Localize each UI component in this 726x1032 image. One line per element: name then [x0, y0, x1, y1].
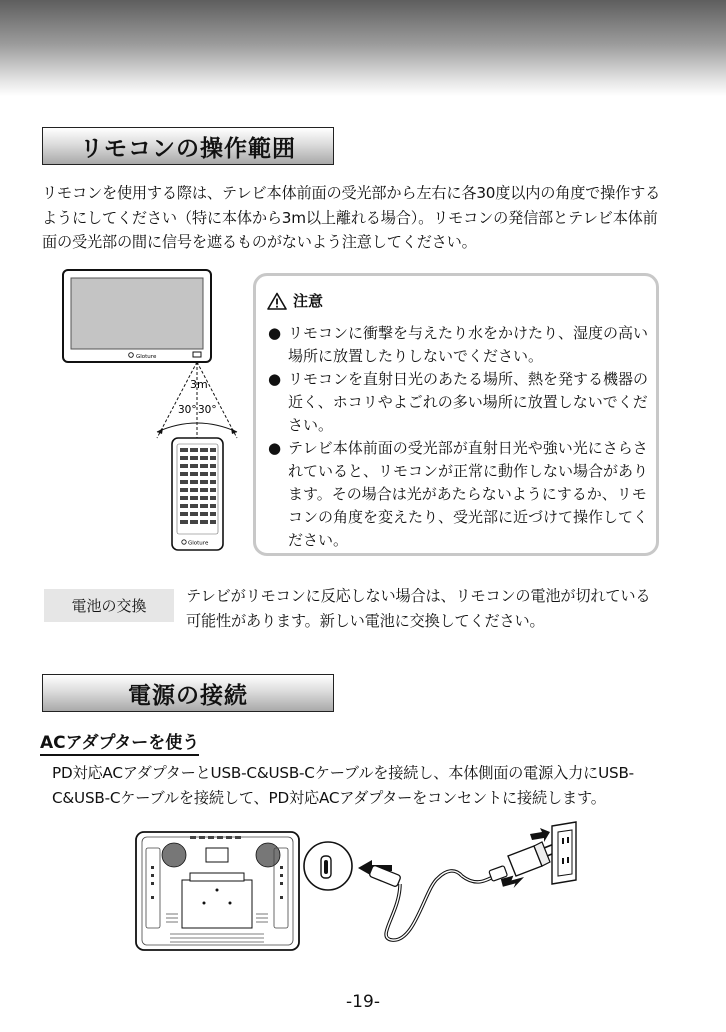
caution-item	[268, 368, 648, 437]
caution-box	[253, 273, 659, 556]
section-title-remote-range: リモコンの操作範囲	[42, 127, 334, 165]
page-number: -19-	[346, 992, 380, 1012]
angle-right-label: 30°	[198, 404, 217, 416]
battery-paragraph: テレビがリモコンに反応しない場合は、リモコンの電池が切れている可能性があります。新しい電池に交換してください。	[186, 587, 651, 630]
angle-left-label: 30°	[178, 404, 197, 416]
tv-screen	[71, 278, 203, 349]
remote-range-diagram	[60, 268, 250, 558]
remote-range-paragraph: リモコンを使用する際は、テレビ本体前面の受光部から左右に各30度以内の角度で操作するようにしてください（特に本体から3m以上離れる場合）。リモコンの発信部とテレビ本体前面の受光部の間に信号を遮るものがないよう注意してください。	[42, 184, 661, 251]
usb-c-cable	[369, 865, 508, 940]
subheading-ac-adapter: ACアダプターを使う	[40, 728, 199, 756]
wall-outlet-illustration	[552, 822, 576, 884]
remote-brand-logo: Gloture	[188, 540, 209, 547]
warning-icon	[267, 292, 287, 310]
tv-brand-logo: Gloture	[136, 354, 157, 360]
caution-item-text: リモコンを直射日光のあたる場所、熱を発する機器の近く、ホコリやよごれの多い場所に放置しないでください。	[288, 370, 649, 434]
section-title-power: 電源の接続	[42, 674, 334, 712]
battery-label: 電池の交換	[44, 589, 174, 622]
remote-illustration	[172, 438, 223, 550]
power-paragraph: PD対応ACアダプターとUSB-C&USB-Cケーブルを接続し、本体側面の電源入力にUSB-C&USB-Cケーブルを接続して、PD対応ACアダプターをコンセントに接続します。	[52, 764, 634, 807]
bullet-icon: ●	[268, 439, 282, 457]
caution-heading-text: 注意	[293, 292, 324, 310]
distance-label: 3m	[190, 378, 208, 391]
header-band	[0, 0, 726, 96]
ac-adapter-illustration	[508, 842, 557, 876]
caution-heading	[267, 290, 323, 311]
arrow-to-outlet-icon	[530, 828, 550, 842]
caution-item-text: テレビ本体前面の受光部が直射日光や強い光にさらされていると、リモコンが正常に動作しない場合があります。その場合は光があたらないようにするか、リモコンの角度を変えたり、受光部に近づけて操作してください。	[288, 439, 649, 549]
caution-item	[268, 437, 648, 552]
caution-item-text: リモコンに衝撃を与えたり水をかけたり、湿度の高い場所に放置したりしないでください。	[288, 324, 649, 365]
bullet-icon: ●	[268, 324, 282, 342]
power-connection-diagram	[130, 818, 590, 968]
bullet-icon: ●	[268, 370, 282, 388]
tv-back-illustration	[136, 832, 299, 950]
caution-item	[268, 322, 648, 368]
